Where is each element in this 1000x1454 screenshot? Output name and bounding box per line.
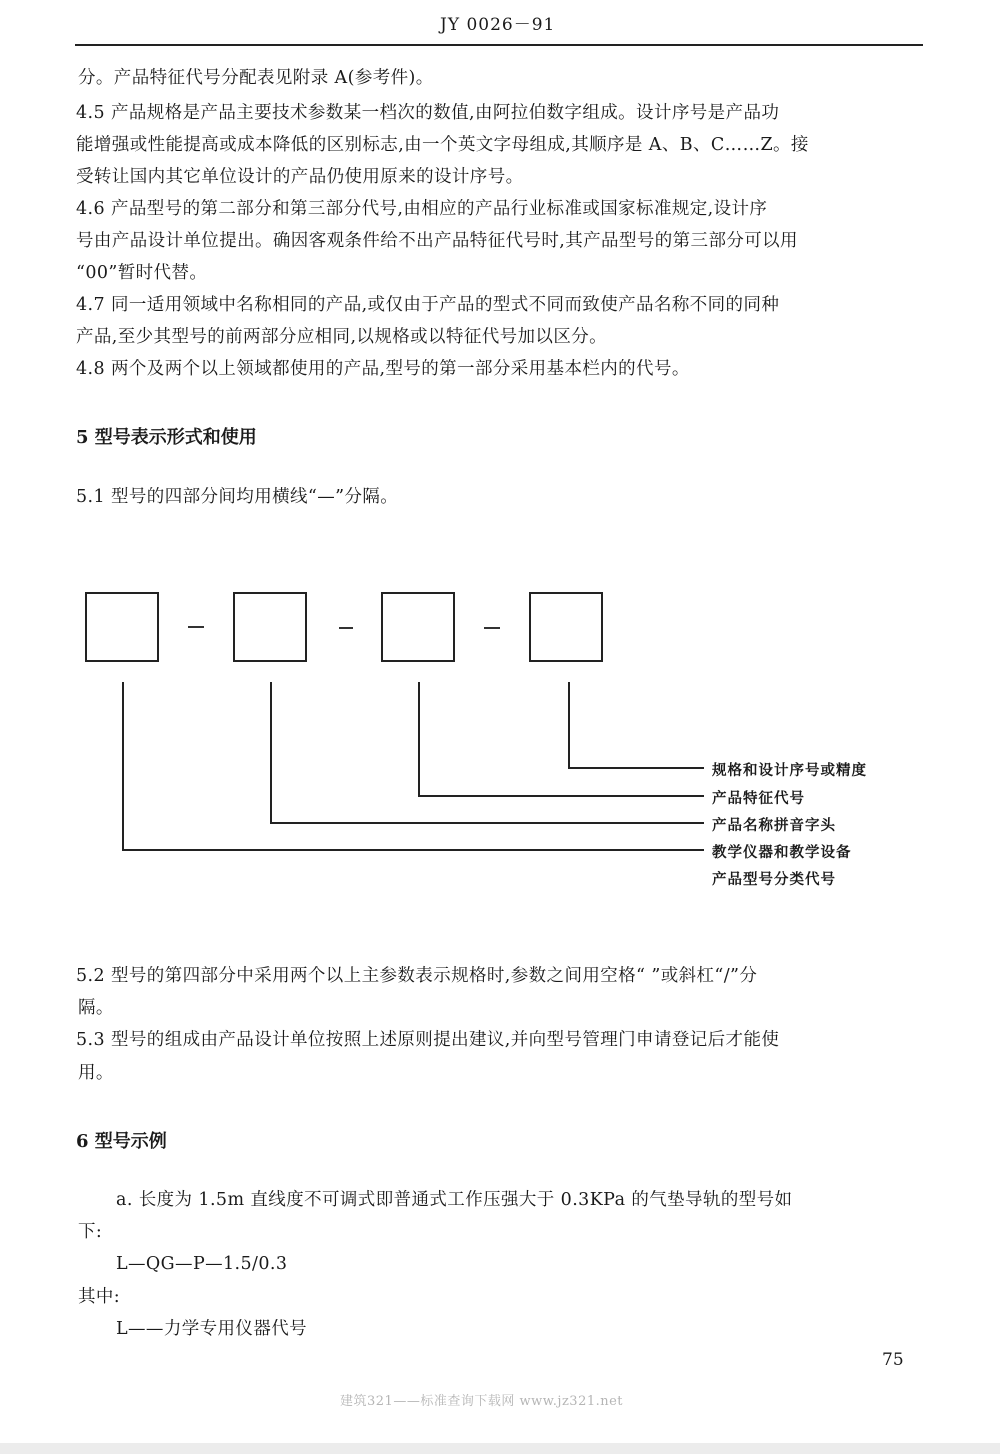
section-heading-5: 5 型号表示形式和使用	[76, 427, 257, 448]
clause-4-5: 4.5 产品规格是产品主要技术参数某一档次的数值,由阿拉伯数字组成。设计序号是产品功	[76, 103, 780, 123]
diagram-label: 教学仪器和教学设备	[712, 844, 852, 861]
text-line: 产品,至少其型号的前两部分应相同,以规格或以特征代号加以区分。	[76, 327, 608, 347]
clause-4-8: 4.8 两个及两个以上领域都使用的产品,型号的第一部分采用基本栏内的代号。	[76, 359, 690, 379]
header-rule	[75, 44, 923, 46]
connector-line	[568, 682, 570, 768]
model-part-1-box	[85, 592, 159, 662]
text-line: “00”暂时代替。	[76, 263, 208, 283]
separator-dash	[188, 626, 204, 628]
model-part-3-box	[381, 592, 455, 662]
text-line: 用。	[78, 1063, 114, 1083]
example-a: a. 长度为 1.5m 直线度不可调式即普通式工作压强大于 0.3KPa 的气垫导轨的型号如	[116, 1190, 793, 1210]
model-example: L—QG—P—1.5/0.3	[116, 1254, 288, 1274]
text-line: 分。产品特征代号分配表见附录 A(参考件)。	[78, 68, 434, 88]
text-line: 号由产品设计单位提出。确因客观条件给不出产品特征代号时,其产品型号的第三部分可以用	[76, 231, 798, 251]
connector-line	[568, 767, 704, 769]
model-part-2-box	[233, 592, 307, 662]
text-line: 其中:	[78, 1287, 121, 1307]
clause-5-2: 5.2 型号的第四部分中采用两个以上主参数表示规格时,参数之间用空格“ ”或斜杠“/”分	[76, 966, 758, 986]
text-line: 受转让国内其它单位设计的产品仍使用原来的设计序号。	[76, 167, 524, 187]
page-number: 75	[882, 1350, 904, 1370]
connector-line	[270, 822, 704, 824]
bottom-bar	[0, 1443, 1000, 1454]
connector-line	[270, 682, 272, 823]
connector-line	[418, 682, 420, 796]
text-line: 下:	[78, 1222, 103, 1242]
text-line: 隔。	[78, 998, 114, 1018]
clause-5-1: 5.1 型号的四部分间均用横线“—”分隔。	[76, 487, 399, 507]
standard-code-header: JY 0026－91	[440, 15, 556, 35]
text-line: 能增强或性能提高或成本降低的区别标志,由一个英文字母组成,其顺序是 A、B、C……Z。接	[76, 135, 809, 155]
separator-dash	[339, 627, 353, 629]
separator-dash	[484, 627, 500, 629]
connector-line	[418, 795, 704, 797]
diagram-label: 产品名称拼音字头	[712, 817, 836, 834]
footer-watermark: 建筑321——标准查询下载网 www.jz321.net	[340, 1394, 624, 1409]
definition-line: L——力学专用仪器代号	[116, 1319, 308, 1339]
section-heading-6: 6 型号示例	[76, 1131, 167, 1152]
clause-4-7: 4.7 同一适用领域中名称相同的产品,或仅由于产品的型式不同而致使产品名称不同的同种	[76, 295, 780, 315]
diagram-label: 产品特征代号	[712, 790, 805, 807]
connector-line	[122, 682, 124, 850]
clause-5-3: 5.3 型号的组成由产品设计单位按照上述原则提出建议,并向型号管理门申请登记后才能使	[76, 1030, 780, 1050]
diagram-label: 产品型号分类代号	[712, 871, 836, 888]
clause-4-6: 4.6 产品型号的第二部分和第三部分代号,由相应的产品行业标准或国家标准规定,设计序	[76, 199, 768, 219]
diagram-label: 规格和设计序号或精度	[712, 762, 867, 779]
connector-line	[122, 849, 704, 851]
model-part-4-box	[529, 592, 603, 662]
